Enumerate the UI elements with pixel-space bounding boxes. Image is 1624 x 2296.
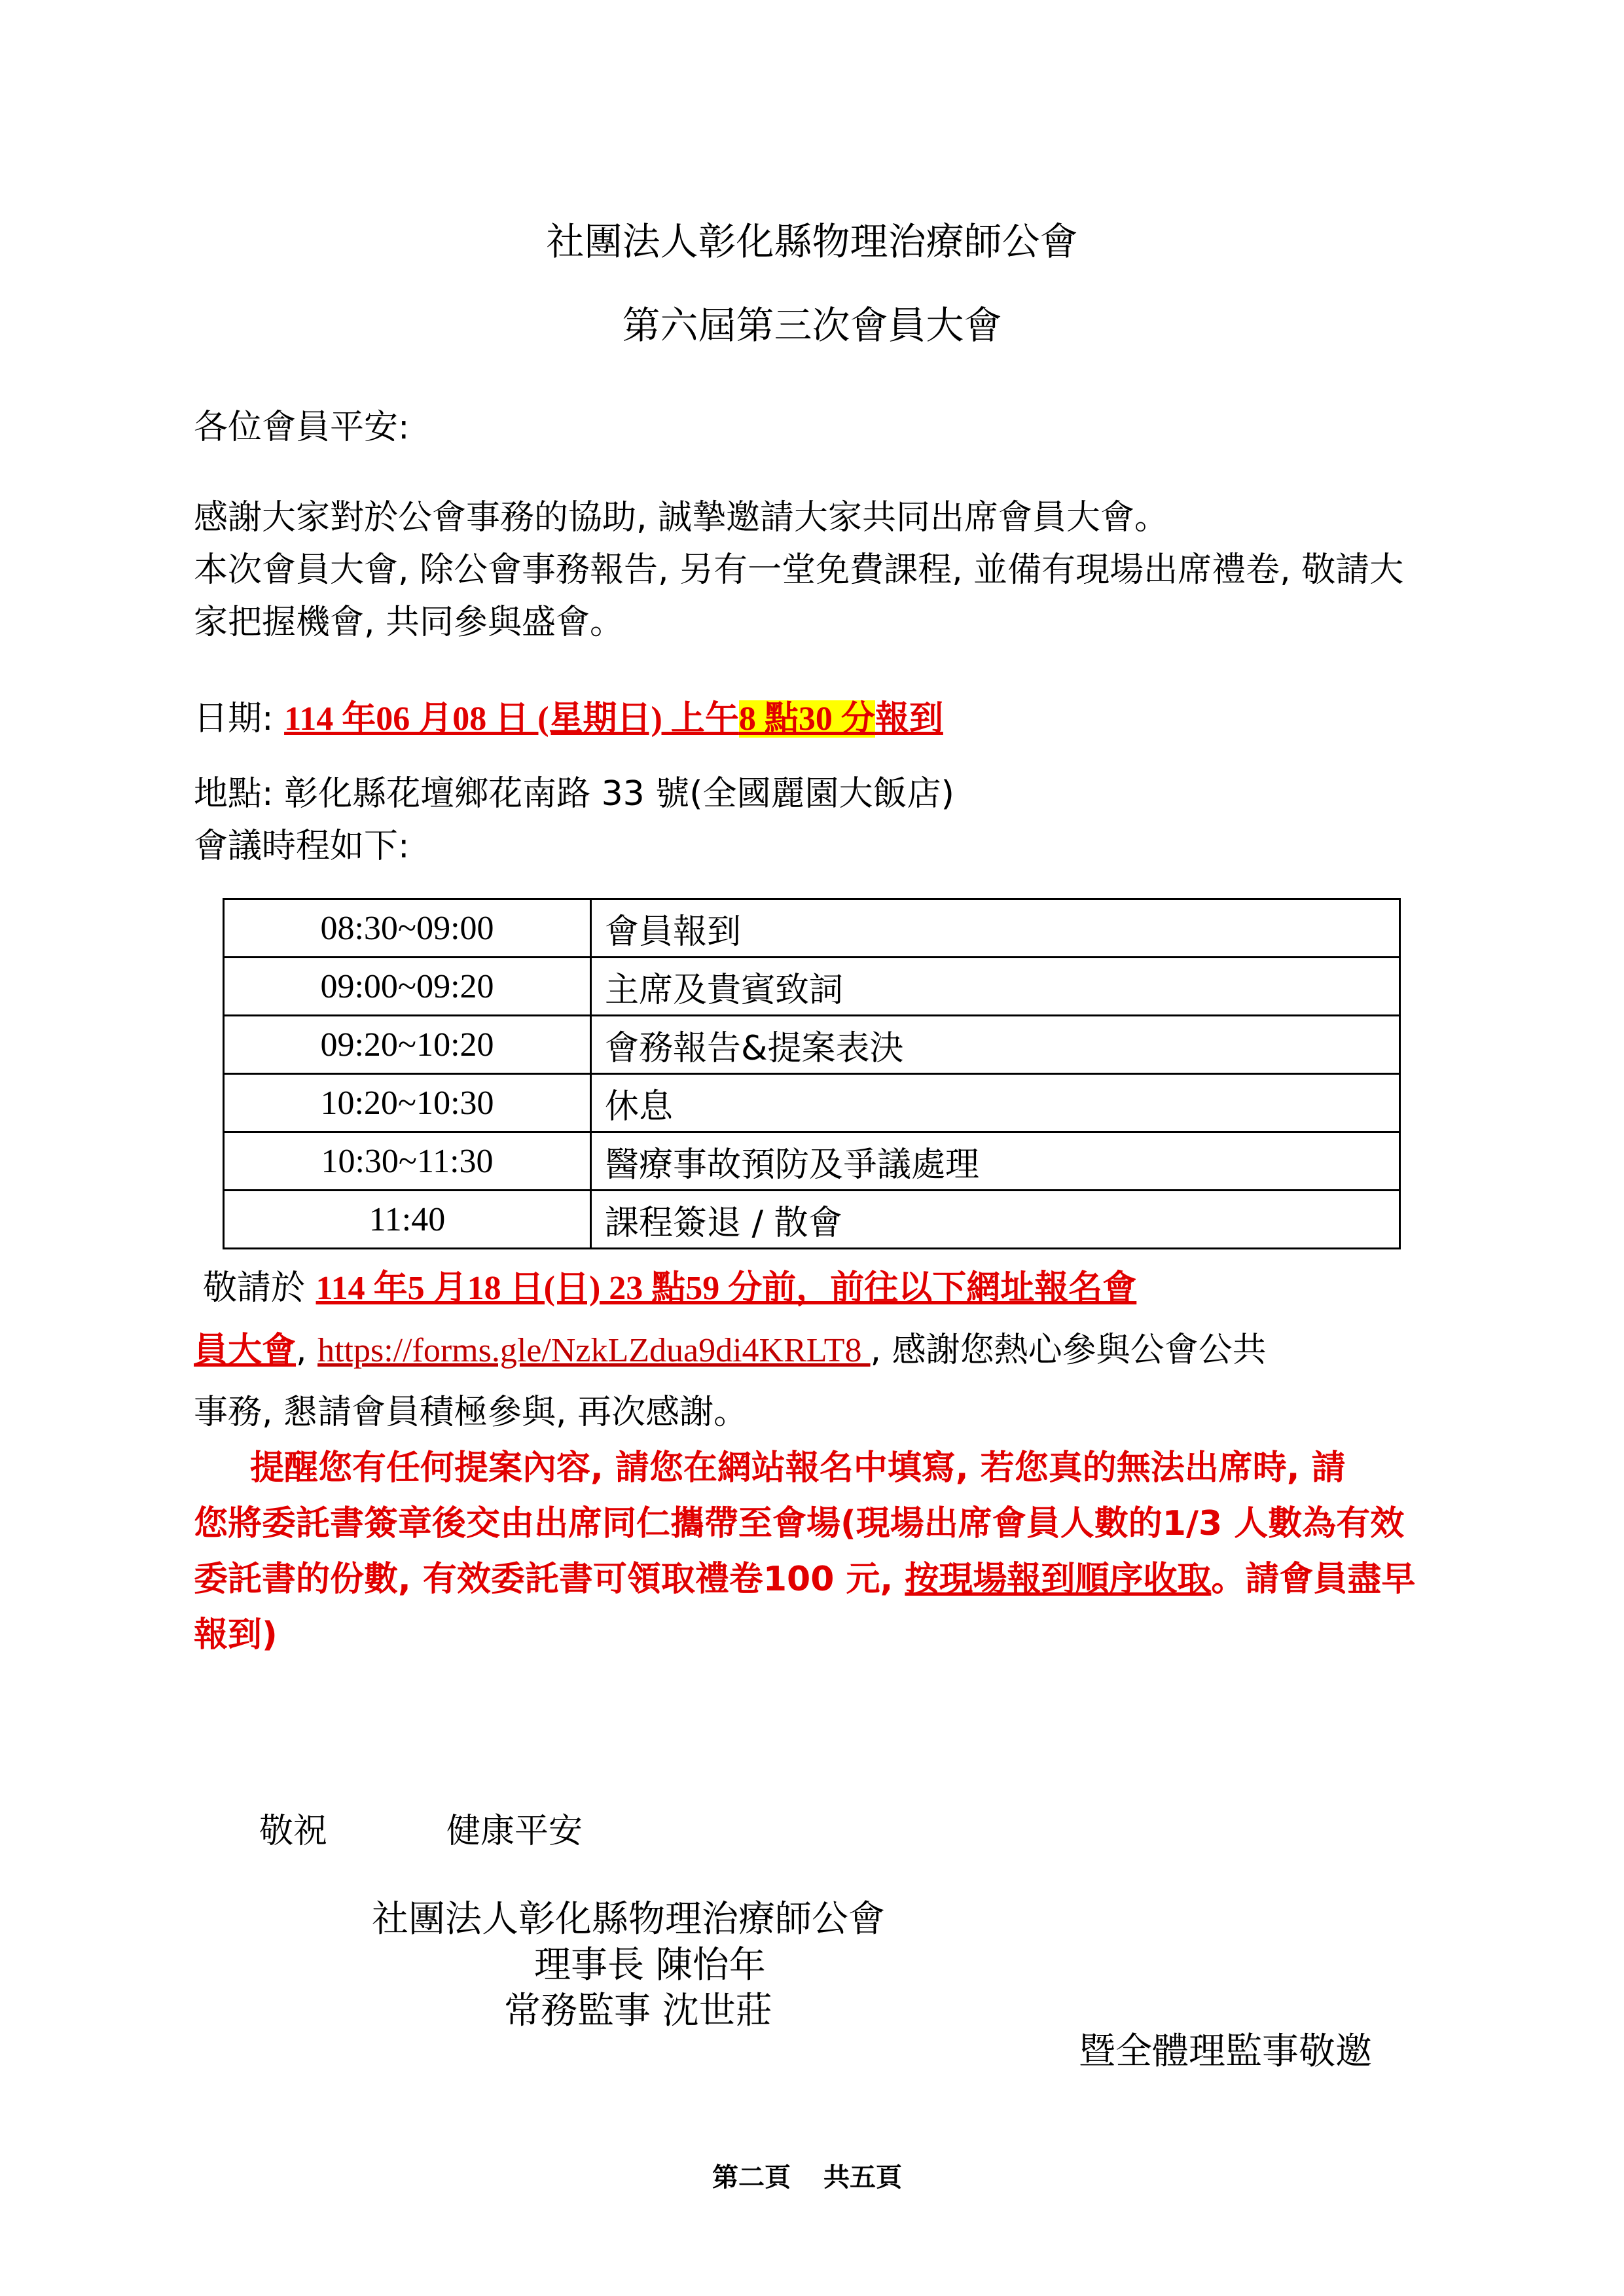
table-row [224,1191,1400,1249]
registration-line-1 [203,1260,1136,1309]
date-checkin: 報到 [875,699,943,738]
signature-supervisor: 常務監事 沈世莊 [504,1990,772,2032]
table-row [224,1132,1400,1191]
reminder-3a: 委託書的份數, 有效委託書可領取禮卷100 元, [194,1560,905,1599]
registration-url-link[interactable]: https://forms.gle/NzkLZdua9di4KRLT8 [317,1332,871,1369]
schedule-time: 09:20~10:20 [224,1016,591,1074]
intro-line-1: 感謝大家對於公會事務的協助, 誠摯邀請大家共同出席會員大會。 [194,498,1169,537]
registration-line-3: 事務, 懇請會員積極參與, 再次感謝。 [194,1393,748,1432]
signature-all: 暨全體理監事敬邀 [1079,2030,1372,2073]
table-row [224,1074,1400,1132]
schedule-item: 會員報到 [591,899,1400,958]
registration-comma: , [296,1331,318,1370]
date-time-highlight: 8 點30 分 [738,700,875,738]
greeting: 各位會員平安: [194,408,410,447]
registration-deadline: 114 年5 月18 日(日) 23 點59 分前，前往以下網址報名會 [316,1270,1137,1307]
reminder-line-2: 您將委託書簽章後交由出席同仁攜帶至會場(現場出席會員人數的1/3 人數為有效 [194,1504,1405,1543]
schedule-time: 08:30~09:00 [224,899,591,958]
table-row [224,1016,1400,1074]
location-label: 地點: [194,774,285,814]
location-line [194,766,954,815]
schedule-table [223,898,1401,1249]
registration-line-2 [194,1322,1267,1371]
date-label: 日期: [194,699,285,738]
agenda-intro: 會議時程如下: [194,827,410,866]
table-row [224,958,1400,1016]
closing-wish: 敬祝 [259,1812,328,1851]
schedule-item: 醫療事故預防及爭議處理 [591,1132,1400,1191]
reminder-line-3 [194,1551,1415,1600]
schedule-time: 11:40 [224,1191,591,1249]
date-value: 114 年06 月08 日 (星期日) 上午 [284,700,739,738]
signature-org: 社團法人彰化縣物理治療師公會 [372,1898,885,1941]
schedule-item: 課程簽退 / 散會 [591,1191,1400,1249]
registration-after-url: , 感謝您熱心參與公會公共 [870,1331,1267,1370]
meeting-title: 第六屆第三次會員大會 [622,303,1002,348]
schedule-item: 主席及貴賓致詞 [591,958,1400,1016]
schedule-item: 休息 [591,1074,1400,1132]
registration-prefix: 敬請於 [203,1268,316,1308]
intro-line-3: 家把握機會, 共同參與盛會。 [194,603,624,642]
table-row [224,899,1400,958]
schedule-time: 10:30~11:30 [224,1132,591,1191]
reminder-3-underlined: 按現場報到順序收取 [905,1560,1212,1599]
schedule-item: 會務報告&提案表決 [591,1016,1400,1074]
reminder-line-1: 提醒您有任何提案內容, 請您在網站報名中填寫, 若您真的無法出席時, 請 [250,1448,1346,1488]
schedule-time: 10:20~10:30 [224,1074,591,1132]
closing-wish-2: 健康平安 [446,1812,583,1851]
schedule-time: 09:00~09:20 [224,958,591,1016]
page-total: 共五頁 [823,2162,902,2193]
intro-line-2: 本次會員大會, 除公會事務報告, 另有一堂免費課程, 並備有現場出席禮卷, 敬請大 [194,550,1404,590]
reminder-line-4: 報到) [194,1615,278,1655]
registration-deadline-cont: 員大會 [194,1331,297,1370]
reminder-3b: 。請會員盡早 [1211,1560,1416,1599]
org-title: 社團法人彰化縣物理治療師公會 [546,219,1078,264]
page-number: 第二頁 [712,2162,791,2193]
date-line [194,691,943,740]
signature-chair: 理事長 陳怡年 [534,1944,766,1986]
location-value: 彰化縣花壇鄉花南路 33 號(全國麗園大飯店) [284,774,954,814]
